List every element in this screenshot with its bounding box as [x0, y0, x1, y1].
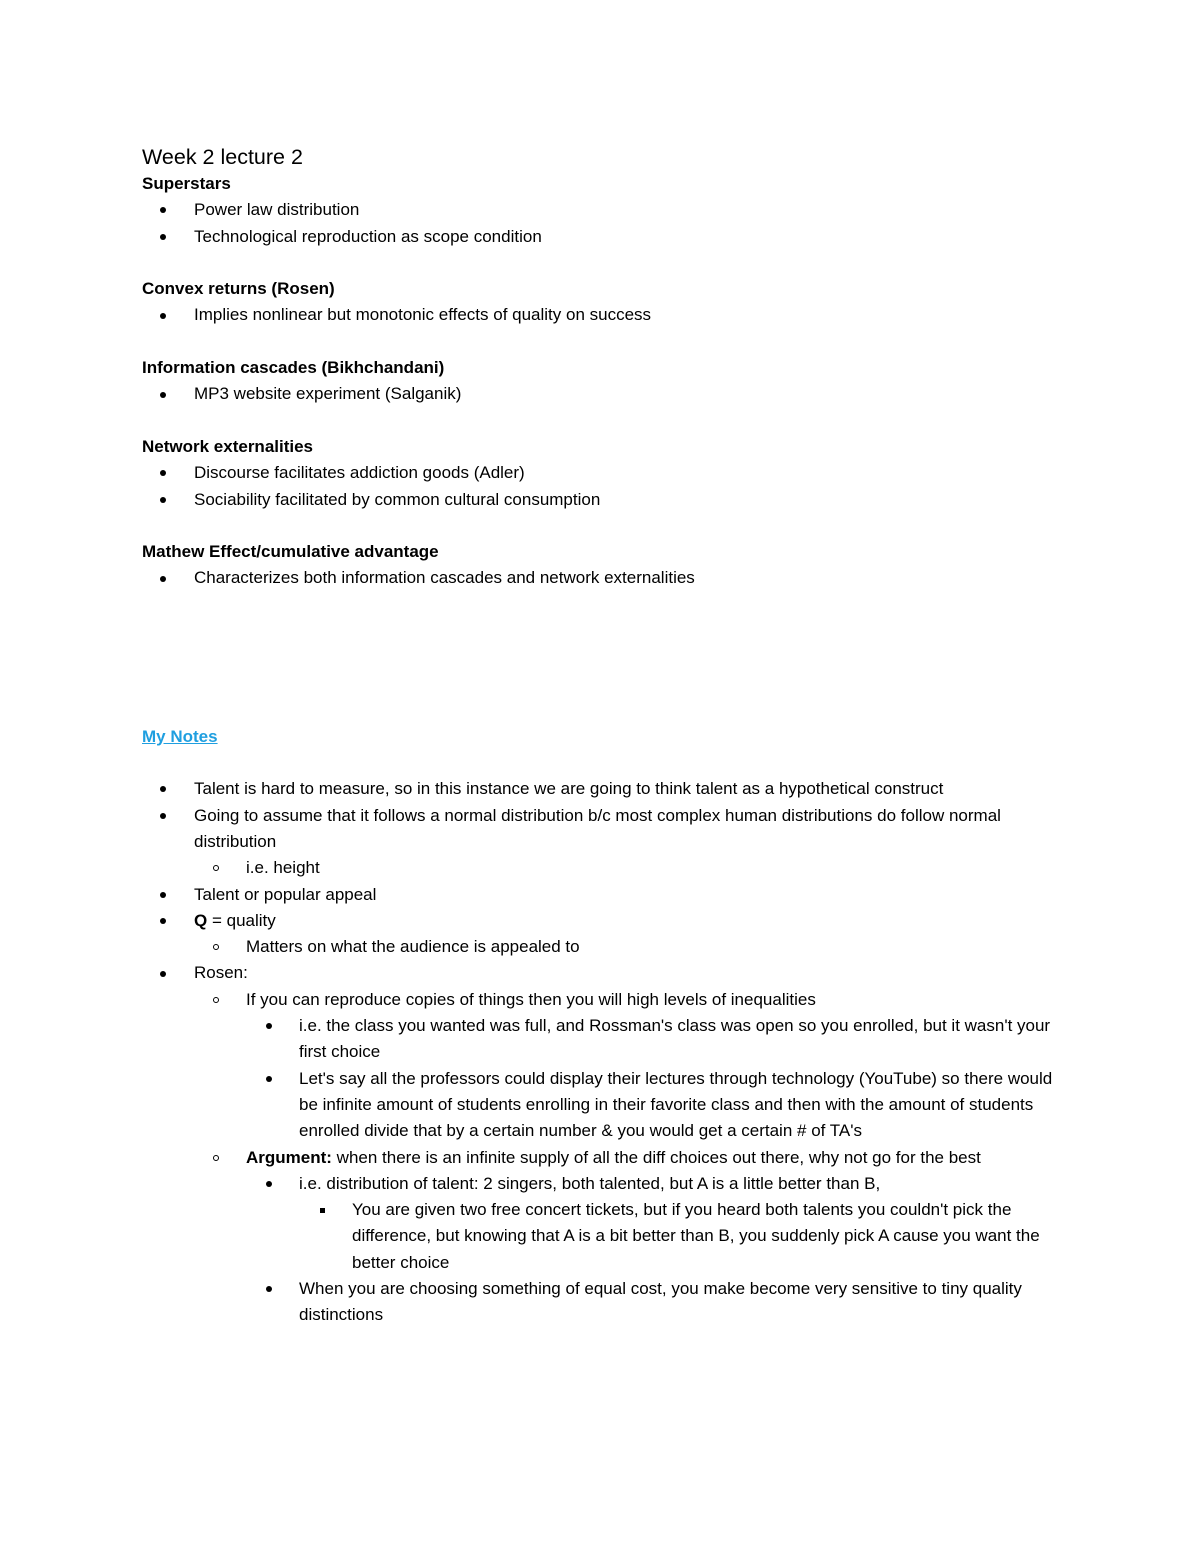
- bullet-icon: [156, 381, 170, 407]
- section-heading: Superstars: [142, 174, 231, 193]
- bullet-icon: [156, 302, 170, 328]
- bullet-list: [142, 460, 1072, 513]
- list-item: Implies nonlinear but monotonic effects of quality on success: [142, 302, 1072, 328]
- bullet-icon: [262, 1171, 276, 1197]
- section-heading: Mathew Effect/cumulative advantage: [142, 542, 439, 562]
- bullet-list: [142, 302, 1072, 328]
- document-content: [142, 143, 1072, 1329]
- bullet-list: [142, 565, 1072, 591]
- list-item: i.e. the class you wanted was full, and Rossman's class was open so you enrolled, but it wasn't your first choice: [142, 1013, 1072, 1066]
- bullet-list: [142, 381, 1072, 407]
- bullet-icon: [156, 882, 170, 908]
- bullet-icon: [156, 460, 170, 486]
- bullet-icon: [262, 1013, 276, 1039]
- list-item: If you can reproduce copies of things then you will high levels of inequalities: [142, 987, 1072, 1013]
- list-item: Technological reproduction as scope condition: [142, 224, 1072, 250]
- list-item: Argument: when there is an infinite supply of all the diff choices out there, why not go for the best: [142, 1145, 1072, 1171]
- square-bullet-icon: [315, 1197, 329, 1223]
- list-item: When you are choosing something of equal cost, you make become very sensitive to tiny quality distinctions: [142, 1276, 1072, 1329]
- bullet-icon: [156, 565, 170, 591]
- list-item: Let's say all the professors could display their lectures through technology (YouTube) so there would be infinite amount of students enrolling in their favorite class and then with the amount of students enrolled divide that by a certain number & you would get a certain # of TA's: [142, 1066, 1072, 1145]
- list-item: Q = quality: [142, 908, 1072, 934]
- circle-bullet-icon: [209, 934, 223, 960]
- circle-bullet-icon: [209, 855, 223, 881]
- list-item: Characterizes both information cascades and network externalities: [142, 565, 1072, 591]
- list-item: Discourse facilitates addiction goods (Adler): [142, 460, 1072, 486]
- section-heading: Information cascades (Bikhchandani): [142, 358, 445, 378]
- circle-bullet-icon: [209, 1145, 223, 1171]
- section-heading: Convex returns (Rosen): [142, 279, 335, 299]
- bullet-icon: [156, 908, 170, 934]
- list-item: Rosen:: [142, 960, 1072, 986]
- bullet-list: [142, 197, 1072, 250]
- page-title: Week 2 lecture 2: [142, 145, 303, 169]
- bullet-icon: [262, 1066, 276, 1092]
- list-item: You are given two free concert tickets, but if you heard both talents you couldn't pick the difference, but knowing that A is a bit better than B, you suddenly pick A cause you want the better choice: [142, 1197, 1072, 1276]
- bullet-icon: [156, 197, 170, 223]
- list-item: Power law distribution: [142, 197, 1072, 223]
- my-notes-link[interactable]: My Notes: [142, 726, 218, 746]
- list-item: MP3 website experiment (Salganik): [142, 381, 1072, 407]
- list-item: Talent is hard to measure, so in this instance we are going to think talent as a hypothetical construct: [142, 776, 1072, 802]
- bullet-icon: [156, 803, 170, 829]
- notes-list: [142, 776, 1072, 1328]
- list-item: i.e. height: [142, 855, 1072, 881]
- bullet-icon: [156, 960, 170, 986]
- list-item: Going to assume that it follows a normal distribution b/c most complex human distributions do follow normal distribution: [142, 803, 1072, 856]
- list-item: Sociability facilitated by common cultural consumption: [142, 487, 1072, 513]
- list-item: Matters on what the audience is appealed to: [142, 934, 1072, 960]
- list-item: i.e. distribution of talent: 2 singers, both talented, but A is a little better than B,: [142, 1171, 1072, 1197]
- bullet-icon: [156, 776, 170, 802]
- bullet-icon: [156, 224, 170, 250]
- bullet-icon: [156, 487, 170, 513]
- bullet-icon: [262, 1276, 276, 1302]
- list-item: Talent or popular appeal: [142, 882, 1072, 908]
- section-heading: Network externalities: [142, 436, 314, 456]
- circle-bullet-icon: [209, 987, 223, 1013]
